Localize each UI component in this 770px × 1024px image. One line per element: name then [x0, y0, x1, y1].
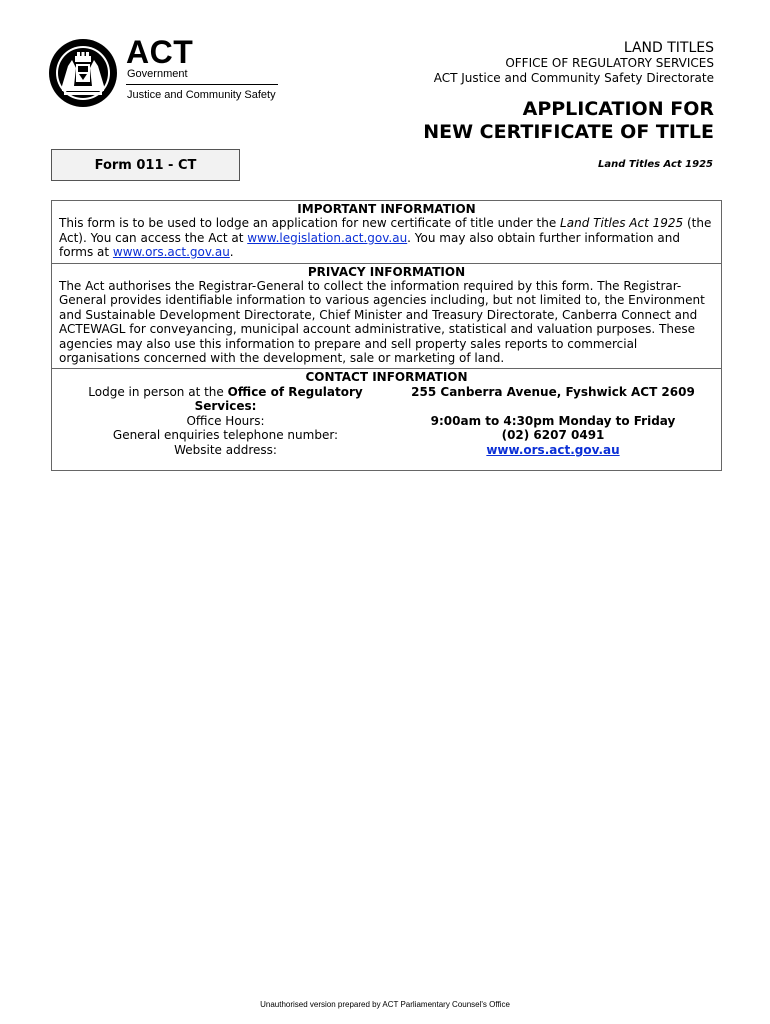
form-id: Form 011 - CT — [94, 157, 197, 173]
logo-divider — [126, 84, 278, 85]
logo-act-text: ACT — [126, 34, 194, 70]
privacy-information-text: The Act authorises the Registrar-General to collect the information required by this form. The Registrar-General provides identifiable information to various agencies including, but not limited to, the Environment and Sustainable Development Directorate, Chief Minister and Treasury Directorate, Canberra Connect and ACTEWAGL for conveyancing, municipal account administrative, statistical and valuation purposes. These agencies may also use this information to prepare and sell property sales reports to commercial organisations concerned with the development, sale or marketing of land. — [59, 279, 705, 366]
page-title-line2: NEW CERTIFICATE OF TITLE — [423, 121, 714, 143]
page-title — [423, 98, 714, 144]
website-link[interactable]: www.ors.act.gov.au — [486, 442, 620, 457]
lodge-label — [59, 385, 392, 414]
act-coat-of-arms-icon — [48, 38, 118, 108]
lodge-prefix: Lodge in person at the — [88, 384, 228, 399]
important-text-part: (the Act). You can access the Act at — [59, 216, 712, 245]
header-land-titles: LAND TITLES — [623, 40, 714, 56]
legislation-link[interactable]: www.legislation.act.gov.au — [247, 230, 408, 245]
phone-label: General enquiries telephone number: — [112, 428, 339, 443]
important-information-title: IMPORTANT INFORMATION — [297, 202, 476, 216]
header-directorate: ACT Justice and Community Safety Directorate — [433, 71, 714, 85]
privacy-information-section — [52, 264, 721, 370]
important-text-part: . You may also obtain further information and forms at — [59, 230, 680, 260]
contact-information-title: CONTACT INFORMATION — [305, 370, 468, 385]
act-reference: Land Titles Act 1925 — [597, 159, 713, 170]
contact-table — [59, 385, 714, 457]
hours-label: Office Hours: — [186, 413, 265, 428]
act-name: Land Titles Act 1925 — [560, 216, 684, 231]
important-information-text — [59, 216, 714, 259]
page-title-line1: APPLICATION FOR — [522, 98, 714, 120]
website-cell — [392, 443, 714, 457]
logo-government-text: Government — [127, 68, 188, 80]
form-id-box — [51, 149, 240, 181]
hours-value: 9:00am to 4:30pm Monday to Friday — [430, 413, 676, 428]
contact-information-section — [52, 369, 721, 469]
logo-department-text: Justice and Community Safety — [127, 89, 276, 101]
phone-value: (02) 6207 0491 — [501, 428, 605, 443]
ors-link[interactable]: www.ors.act.gov.au — [112, 245, 230, 260]
header-office: OFFICE OF REGULATORY SERVICES — [505, 56, 714, 70]
important-text-part: This form is to be used to lodge an application for new certificate of title under the — [59, 216, 561, 231]
information-box — [51, 200, 722, 471]
contact-row-phone — [59, 428, 714, 442]
website-label: Website address: — [174, 442, 277, 457]
contact-row-hours — [59, 414, 714, 428]
footer-note: Unauthorised version prepared by ACT Parliamentary Counsel's Office — [260, 1000, 510, 1009]
contact-row-lodge — [59, 385, 714, 414]
contact-row-website — [59, 443, 714, 457]
address-value: 255 Canberra Avenue, Fyshwick ACT 2609 — [411, 384, 695, 399]
important-text-part: . — [229, 245, 234, 260]
lodge-office: Office of Regulatory Services: — [194, 384, 363, 414]
privacy-information-title: PRIVACY INFORMATION — [307, 264, 466, 279]
important-information-section — [52, 201, 721, 264]
act-government-logo — [48, 34, 288, 110]
